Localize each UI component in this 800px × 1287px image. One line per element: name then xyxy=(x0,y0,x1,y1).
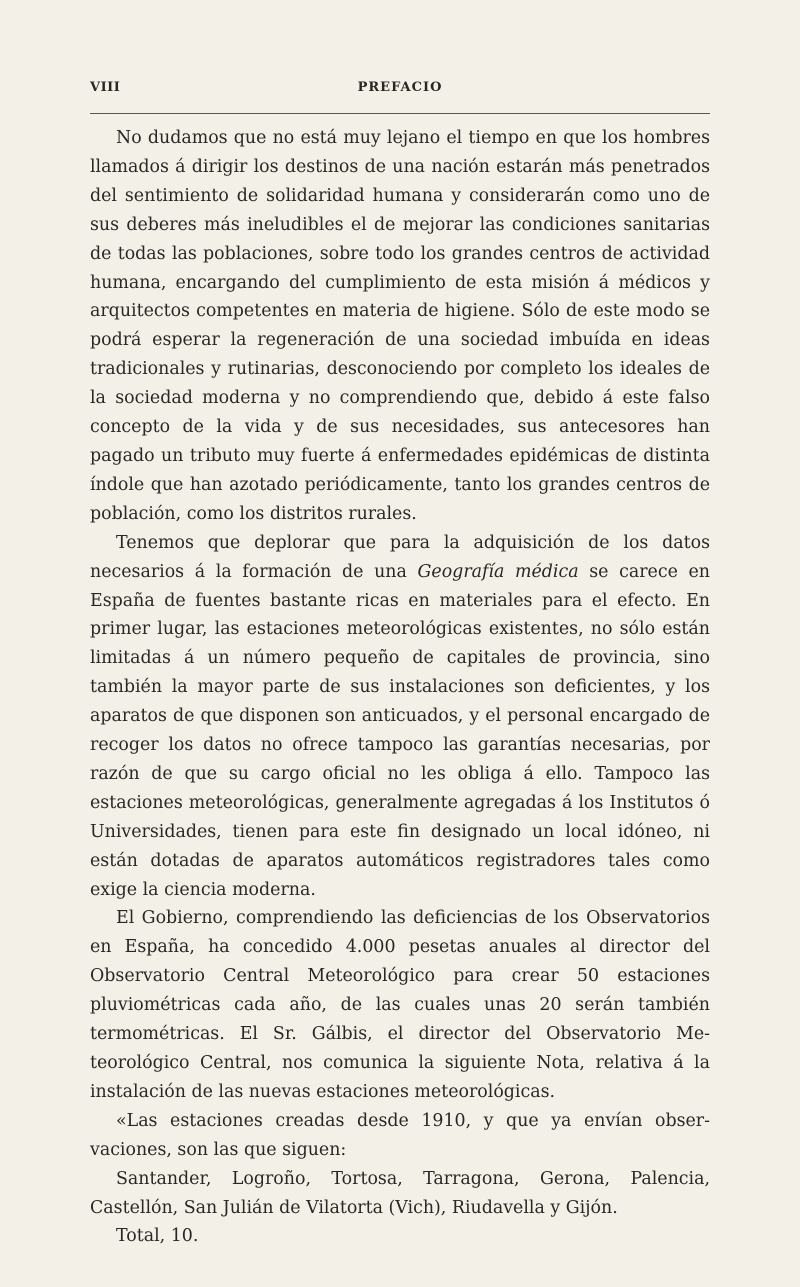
station-total: Total, 10. xyxy=(116,1226,199,1247)
book-title-italic: Geografía médica xyxy=(417,561,579,582)
body-text xyxy=(90,124,710,1251)
paragraph-4: «Las estaciones creadas desde 1910, y que ya envían observaciones, son las que siguen: xyxy=(90,1110,710,1160)
page-number: VIII xyxy=(90,80,121,95)
station-list: Santander, Logroño, Tortosa, Tarragona, Gerona, Palencia, Castellón, San Julián de Vilatorta (Vich), Riudavella y Gijón. xyxy=(90,1168,710,1218)
paragraph-3: El Gobierno, comprendiendo las deficiencias de los Observatorios en España, ha concedido 4.000 pesetas anuales al director del Observatorio Central Meteorológico para crear 50 estaciones pluviométricas cada año, de las cuales unas 20 serán también termométricas. El Sr. Gálbis, el director del Observatorio Meteorológico Central, nos comunica la siguiente Nota, relativa á la instalación de las nuevas estaciones meteorológicas. xyxy=(90,908,710,1102)
header-rule xyxy=(90,113,710,114)
paragraph-1: No dudamos que no está muy lejano el tiempo en que los hombres llamados á dirigir los destinos de una nación estarán más penetrados del sentimiento de solidaridad humana y considerarán como uno de sus deberes más ineludibles el de mejorar las condiciones sanitarias de todas las poblaciones, sobre todo los grandes centros de actividad humana, encargando del cumplimiento de esta misión á médicos y arquitectos competentes en materia de higiene. Sólo de este modo se podrá esperar la regeneración de una sociedad imbuída en ideas tradicionales y rutinarias, desconociendo por completo los ideales de la sociedad moderna y no comprendiendo que, debido á este falso concepto de la vida y de sus necesidades, sus antecesores han pagado un tributo muy fuerte á enfermedades epidémicas de distinta índole que han azotado periódicamente, tanto los grandes centros de población, como los distritos rurales. xyxy=(90,128,710,524)
running-title: PREFACIO xyxy=(357,80,443,95)
paragraph-2-end: se carece en España de fuentes bastante ricas en materiales para el efecto. En primer lugar, las estaciones meteorológicas existentes, no sólo están limitadas á un número pequeño de capitales de provincia, sino también la mayor parte de sus instalaciones son deficientes, y los aparatos de que disponen son anticuados, y el personal encargado de recoger los datos no ofrece tampoco las garantías necesarias, por razón de que su cargo oficial no les obliga á ello. Tampoco las estaciones meteorológicas, generalmente agregadas á los Institutos ó Universidades, tienen para este fin designado un local idóneo, ni están dotadas de aparatos automáticos registradores tales como exige la ciencia moderna. xyxy=(90,561,711,900)
page-header xyxy=(90,80,710,104)
paragraph-2-start: Tenemos que deplorar que para la adquisición de los datos necesarios á la formación de una xyxy=(90,532,710,582)
paragraph-2 xyxy=(90,529,710,905)
